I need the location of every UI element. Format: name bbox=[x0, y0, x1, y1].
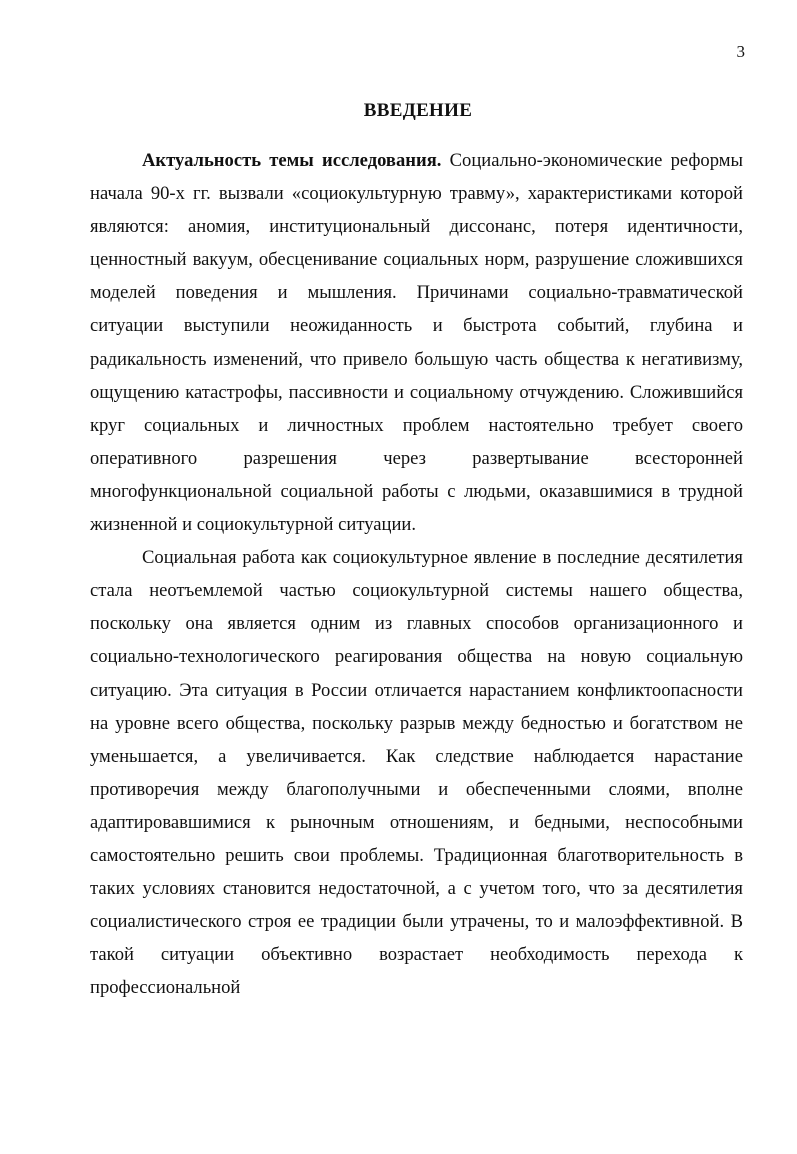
page-number: 3 bbox=[736, 42, 745, 61]
paragraph-social-work: Социальная работа как социокультурное явление в последние десятилетия стала неотъемлемой частью социокультурной системы нашего общества, поскольку она является одним из главных способов организационного и социально-технологического реагирования общества на новую социальную ситуацию. Эта ситуация в России отличается нарастанием конфликтоопасности на уровне всего общества, поскольку разрыв между бедностью и богатством не уменьшается, а увеличивается. Как следствие наблюдается нарастание противоречия между благополучными и обеспеченными слоями, вполне адаптировавшимися к рыночным отношениям, и бедными, неспособными самостоятельно решить свои проблемы. Традиционная благотворительность в таких условиях становится недостаточной, а с учетом того, что за десятилетия социалистического строя ее традиции были утрачены, то и малоэффективной. В такой ситуации объективно возрастает необходимость перехода к профессиональной bbox=[90, 547, 743, 999]
relevance-text: Социально-экономические реформы начала 90-х гг. вызвали «социокультурную травму», характеристиками которой являются: аномия, институциональный диссонанс, потеря идентичности, ценностный вакуум, обесценивание социальных норм, разрушение сложившихся моделей поведения и мышления. Причинами социально-травматической ситуации выступили неожиданность и быстрота событий, глубина и радикальность изменений, что привело большую часть общества к негативизму, ощущению катастрофы, пассивности и социальному отчуждению. Сложившийся круг социальных и личностных проблем настоятельно требует своего оперативного разрешения через развертывание всесторонней многофункциональной социальной работы с людьми, оказавшимися в трудной жизненной и социокультурной ситуации. bbox=[90, 150, 743, 536]
relevance-lead: Актуальность темы исследования. bbox=[142, 150, 442, 171]
page-heading: ВВЕДЕНИЕ bbox=[363, 100, 473, 121]
paragraph-relevance bbox=[90, 144, 743, 541]
body-text bbox=[90, 144, 743, 1004]
